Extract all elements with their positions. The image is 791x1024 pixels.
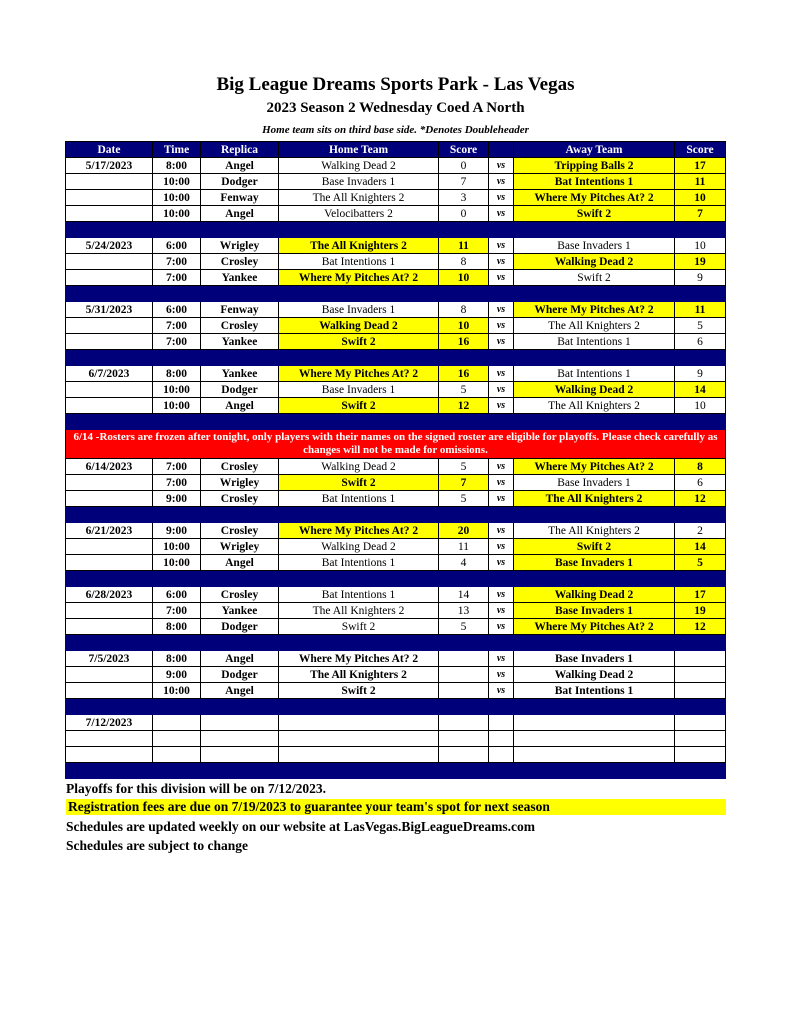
vs-label: vs <box>489 382 514 398</box>
game-date <box>66 731 153 747</box>
schedule-body <box>66 158 726 779</box>
week-separator <box>66 507 726 523</box>
game-row <box>66 555 726 571</box>
empty-cell <box>153 715 201 731</box>
game-field: Angel <box>201 206 279 222</box>
home-team: Walking Dead 2 <box>279 158 439 174</box>
game-date: 7/5/2023 <box>66 651 153 667</box>
empty-cell <box>201 747 279 763</box>
col-header-home-team: Home Team <box>279 142 439 158</box>
home-score: 5 <box>439 619 489 635</box>
game-date <box>66 206 153 222</box>
week-separator <box>66 763 726 779</box>
game-time: 7:00 <box>153 334 201 350</box>
separator-bar <box>66 222 726 238</box>
game-date: 7/12/2023 <box>66 715 153 731</box>
away-team: Walking Dead 2 <box>514 667 675 683</box>
vs-label: vs <box>489 302 514 318</box>
week-separator <box>66 286 726 302</box>
vs-label: vs <box>489 539 514 555</box>
away-score: 11 <box>675 302 726 318</box>
game-row <box>66 619 726 635</box>
away-team: The All Knighters 2 <box>514 523 675 539</box>
page-title: Big League Dreams Sports Park - Las Vegas <box>216 74 575 95</box>
away-score: 10 <box>675 238 726 254</box>
game-time: 10:00 <box>153 174 201 190</box>
away-score: 19 <box>675 254 726 270</box>
away-team: Base Invaders 1 <box>514 238 675 254</box>
game-row <box>66 318 726 334</box>
away-score: 10 <box>675 190 726 206</box>
away-team: Swift 2 <box>514 539 675 555</box>
away-team: Where My Pitches At? 2 <box>514 619 675 635</box>
home-team: Swift 2 <box>279 475 439 491</box>
away-team: Where My Pitches At? 2 <box>514 190 675 206</box>
game-date <box>66 382 153 398</box>
roster-alert: 6/14 -Rosters are frozen after tonight, only players with their names on the signed roster are eligible for playoffs. Please check carefully as changes will not be made for omissions. <box>66 430 726 459</box>
separator-bar <box>66 571 726 587</box>
home-team: The All Knighters 2 <box>279 238 439 254</box>
home-score: 16 <box>439 334 489 350</box>
empty-cell <box>439 731 489 747</box>
game-row <box>66 398 726 414</box>
game-date <box>66 190 153 206</box>
home-team: Walking Dead 2 <box>279 459 439 475</box>
game-date <box>66 683 153 699</box>
separator-bar <box>66 414 726 430</box>
game-row <box>66 459 726 475</box>
empty-cell <box>279 747 439 763</box>
vs-label: vs <box>489 254 514 270</box>
home-team: Bat Intentions 1 <box>279 587 439 603</box>
game-field: Dodger <box>201 382 279 398</box>
col-header-vs <box>489 142 514 158</box>
away-score: 7 <box>675 206 726 222</box>
schedule-table <box>65 141 726 779</box>
home-score: 5 <box>439 459 489 475</box>
home-team: Swift 2 <box>279 683 439 699</box>
game-field: Fenway <box>201 190 279 206</box>
game-field: Crosley <box>201 459 279 475</box>
game-time: 8:00 <box>153 619 201 635</box>
away-team: Where My Pitches At? 2 <box>514 302 675 318</box>
away-team: Base Invaders 1 <box>514 555 675 571</box>
separator-bar <box>66 507 726 523</box>
vs-label: vs <box>489 206 514 222</box>
away-team: The All Knighters 2 <box>514 491 675 507</box>
game-time: 8:00 <box>153 651 201 667</box>
separator-bar <box>66 763 726 779</box>
game-date <box>66 475 153 491</box>
game-row <box>66 238 726 254</box>
roster-alert-row <box>66 430 726 459</box>
away-team: Bat Intentions 1 <box>514 683 675 699</box>
game-time: 7:00 <box>153 603 201 619</box>
game-time: 7:00 <box>153 475 201 491</box>
game-row <box>66 334 726 350</box>
empty-cell <box>279 731 439 747</box>
home-score: 13 <box>439 603 489 619</box>
game-row <box>66 158 726 174</box>
game-date <box>66 334 153 350</box>
col-header-home-score: Score <box>439 142 489 158</box>
vs-label: vs <box>489 238 514 254</box>
away-team: The All Knighters 2 <box>514 318 675 334</box>
game-date <box>66 603 153 619</box>
change-note: Schedules are subject to change <box>66 838 248 853</box>
away-team: Base Invaders 1 <box>514 603 675 619</box>
away-score <box>675 651 726 667</box>
game-field: Dodger <box>201 619 279 635</box>
game-time: 9:00 <box>153 491 201 507</box>
home-score: 11 <box>439 238 489 254</box>
game-field: Crosley <box>201 318 279 334</box>
away-score: 12 <box>675 491 726 507</box>
empty-cell <box>514 731 675 747</box>
away-score: 10 <box>675 398 726 414</box>
game-field: Yankee <box>201 334 279 350</box>
game-date: 6/14/2023 <box>66 459 153 475</box>
away-team: Swift 2 <box>514 270 675 286</box>
week-separator <box>66 571 726 587</box>
away-score: 14 <box>675 382 726 398</box>
game-time: 6:00 <box>153 587 201 603</box>
vs-label: vs <box>489 366 514 382</box>
game-date <box>66 491 153 507</box>
game-date: 6/7/2023 <box>66 366 153 382</box>
game-field: Wrigley <box>201 475 279 491</box>
game-time: 6:00 <box>153 238 201 254</box>
home-team: Base Invaders 1 <box>279 174 439 190</box>
game-row <box>66 254 726 270</box>
empty-row <box>66 747 726 763</box>
empty-cell <box>153 747 201 763</box>
game-time: 9:00 <box>153 667 201 683</box>
game-date <box>66 747 153 763</box>
empty-cell <box>489 731 514 747</box>
home-team: The All Knighters 2 <box>279 190 439 206</box>
home-team: Base Invaders 1 <box>279 302 439 318</box>
game-row <box>66 683 726 699</box>
home-team: Where My Pitches At? 2 <box>279 651 439 667</box>
week-separator <box>66 414 726 430</box>
home-team: Walking Dead 2 <box>279 318 439 334</box>
game-date <box>66 318 153 334</box>
game-row <box>66 587 726 603</box>
empty-cell <box>439 715 489 731</box>
away-team: Walking Dead 2 <box>514 254 675 270</box>
game-field: Wrigley <box>201 238 279 254</box>
home-score <box>439 667 489 683</box>
game-row <box>66 651 726 667</box>
home-team: Base Invaders 1 <box>279 382 439 398</box>
col-header-away-score: Score <box>675 142 726 158</box>
home-score: 3 <box>439 190 489 206</box>
game-field: Crosley <box>201 587 279 603</box>
empty-cell <box>675 715 726 731</box>
game-row <box>66 539 726 555</box>
away-team: Walking Dead 2 <box>514 382 675 398</box>
game-row <box>66 382 726 398</box>
empty-cell <box>489 747 514 763</box>
home-score: 8 <box>439 302 489 318</box>
home-score <box>439 683 489 699</box>
home-score: 7 <box>439 174 489 190</box>
game-field: Angel <box>201 555 279 571</box>
vs-label: vs <box>489 603 514 619</box>
game-date: 6/21/2023 <box>66 523 153 539</box>
home-score: 4 <box>439 555 489 571</box>
away-team: Base Invaders 1 <box>514 651 675 667</box>
away-team: Bat Intentions 1 <box>514 174 675 190</box>
home-team: Swift 2 <box>279 334 439 350</box>
empty-row <box>66 731 726 747</box>
away-team: Base Invaders 1 <box>514 475 675 491</box>
game-date <box>66 667 153 683</box>
away-score: 9 <box>675 270 726 286</box>
game-field: Dodger <box>201 174 279 190</box>
game-row <box>66 475 726 491</box>
game-field: Yankee <box>201 603 279 619</box>
vs-label: vs <box>489 174 514 190</box>
home-team: Where My Pitches At? 2 <box>279 270 439 286</box>
game-time: 10:00 <box>153 539 201 555</box>
game-field: Yankee <box>201 270 279 286</box>
game-date <box>66 254 153 270</box>
home-score: 0 <box>439 206 489 222</box>
game-row <box>66 667 726 683</box>
away-team: Swift 2 <box>514 206 675 222</box>
col-header-date: Date <box>66 142 153 158</box>
separator-bar <box>66 286 726 302</box>
game-field: Crosley <box>201 254 279 270</box>
playoffs-note: Playoffs for this division will be on 7/12/2023. <box>66 781 327 796</box>
game-time: 7:00 <box>153 270 201 286</box>
away-score: 5 <box>675 555 726 571</box>
home-score: 10 <box>439 270 489 286</box>
game-date <box>66 174 153 190</box>
home-team: Swift 2 <box>279 619 439 635</box>
vs-label: vs <box>489 475 514 491</box>
vs-label: vs <box>489 158 514 174</box>
away-score: 2 <box>675 523 726 539</box>
website-note: Schedules are updated weekly on our website at LasVegas.BigLeagueDreams.com <box>66 819 536 834</box>
away-score <box>675 667 726 683</box>
game-field: Angel <box>201 398 279 414</box>
home-team: Bat Intentions 1 <box>279 555 439 571</box>
vs-label: vs <box>489 555 514 571</box>
game-row <box>66 190 726 206</box>
week-separator <box>66 635 726 651</box>
vs-label: vs <box>489 523 514 539</box>
game-time: 9:00 <box>153 523 201 539</box>
away-score: 19 <box>675 603 726 619</box>
away-team: Walking Dead 2 <box>514 587 675 603</box>
away-score: 12 <box>675 619 726 635</box>
home-score: 14 <box>439 587 489 603</box>
game-field: Crosley <box>201 523 279 539</box>
home-score: 7 <box>439 475 489 491</box>
home-score: 20 <box>439 523 489 539</box>
game-date <box>66 539 153 555</box>
vs-label: vs <box>489 334 514 350</box>
game-time: 10:00 <box>153 555 201 571</box>
home-team: Where My Pitches At? 2 <box>279 366 439 382</box>
home-team: Velocibatters 2 <box>279 206 439 222</box>
game-field: Yankee <box>201 366 279 382</box>
empty-cell <box>439 747 489 763</box>
game-time: 10:00 <box>153 398 201 414</box>
game-row <box>66 366 726 382</box>
game-row <box>66 491 726 507</box>
game-field: Crosley <box>201 491 279 507</box>
separator-bar <box>66 635 726 651</box>
home-team: The All Knighters 2 <box>279 603 439 619</box>
col-header-time: Time <box>153 142 201 158</box>
game-time: 7:00 <box>153 318 201 334</box>
home-score: 12 <box>439 398 489 414</box>
vs-label: vs <box>489 619 514 635</box>
home-score: 0 <box>439 158 489 174</box>
week-separator <box>66 222 726 238</box>
away-team: Tripping Balls 2 <box>514 158 675 174</box>
game-time: 10:00 <box>153 190 201 206</box>
vs-label: vs <box>489 270 514 286</box>
registration-note: Registration fees are due on 7/19/2023 to guarantee your team's spot for next season <box>66 799 726 815</box>
game-date: 6/28/2023 <box>66 587 153 603</box>
home-team: Bat Intentions 1 <box>279 491 439 507</box>
game-date: 5/24/2023 <box>66 238 153 254</box>
game-row <box>66 270 726 286</box>
away-score: 17 <box>675 587 726 603</box>
empty-cell <box>489 715 514 731</box>
away-score: 5 <box>675 318 726 334</box>
game-row <box>66 603 726 619</box>
vs-label: vs <box>489 318 514 334</box>
game-time: 7:00 <box>153 254 201 270</box>
empty-cell <box>153 731 201 747</box>
page-subtitle: 2023 Season 2 Wednesday Coed A North <box>266 100 525 116</box>
vs-label: vs <box>489 398 514 414</box>
game-time: 7:00 <box>153 459 201 475</box>
col-header-replica: Replica <box>201 142 279 158</box>
separator-bar <box>66 699 726 715</box>
game-row <box>66 523 726 539</box>
empty-cell <box>201 715 279 731</box>
home-score: 10 <box>439 318 489 334</box>
vs-label: vs <box>489 459 514 475</box>
game-time: 8:00 <box>153 158 201 174</box>
game-time: 10:00 <box>153 206 201 222</box>
away-team: Where My Pitches At? 2 <box>514 459 675 475</box>
vs-label: vs <box>489 587 514 603</box>
game-time: 8:00 <box>153 366 201 382</box>
home-score: 5 <box>439 491 489 507</box>
game-time: 10:00 <box>153 683 201 699</box>
away-score: 14 <box>675 539 726 555</box>
empty-cell <box>514 715 675 731</box>
game-date <box>66 555 153 571</box>
away-score: 17 <box>675 158 726 174</box>
vs-label: vs <box>489 683 514 699</box>
empty-cell <box>514 747 675 763</box>
away-score: 6 <box>675 475 726 491</box>
away-score: 6 <box>675 334 726 350</box>
game-row <box>66 302 726 318</box>
separator-bar <box>66 350 726 366</box>
table-header-row <box>66 142 726 158</box>
vs-label: vs <box>489 651 514 667</box>
empty-cell <box>675 747 726 763</box>
game-time: 6:00 <box>153 302 201 318</box>
game-date: 5/31/2023 <box>66 302 153 318</box>
away-score: 11 <box>675 174 726 190</box>
game-date: 5/17/2023 <box>66 158 153 174</box>
game-time: 10:00 <box>153 382 201 398</box>
game-row <box>66 174 726 190</box>
game-field: Fenway <box>201 302 279 318</box>
home-team: Where My Pitches At? 2 <box>279 523 439 539</box>
game-field: Dodger <box>201 667 279 683</box>
empty-row <box>66 715 726 731</box>
home-score: 8 <box>439 254 489 270</box>
empty-cell <box>675 731 726 747</box>
game-date <box>66 619 153 635</box>
week-separator <box>66 699 726 715</box>
away-score: 9 <box>675 366 726 382</box>
home-score: 5 <box>439 382 489 398</box>
schedule-note: Home team sits on third base side. *Denotes Doubleheader <box>262 124 529 136</box>
game-row <box>66 206 726 222</box>
vs-label: vs <box>489 491 514 507</box>
home-team: Walking Dead 2 <box>279 539 439 555</box>
week-separator <box>66 350 726 366</box>
vs-label: vs <box>489 190 514 206</box>
home-team: Bat Intentions 1 <box>279 254 439 270</box>
home-team: The All Knighters 2 <box>279 667 439 683</box>
game-date <box>66 398 153 414</box>
home-score: 16 <box>439 366 489 382</box>
home-team: Swift 2 <box>279 398 439 414</box>
away-team: Bat Intentions 1 <box>514 334 675 350</box>
game-field: Angel <box>201 158 279 174</box>
away-team: Bat Intentions 1 <box>514 366 675 382</box>
game-field: Angel <box>201 651 279 667</box>
game-field: Angel <box>201 683 279 699</box>
away-score <box>675 683 726 699</box>
col-header-away-team: Away Team <box>514 142 675 158</box>
away-team: The All Knighters 2 <box>514 398 675 414</box>
vs-label: vs <box>489 667 514 683</box>
empty-cell <box>279 715 439 731</box>
game-date <box>66 270 153 286</box>
home-score: 11 <box>439 539 489 555</box>
home-score <box>439 651 489 667</box>
game-field: Wrigley <box>201 539 279 555</box>
empty-cell <box>201 731 279 747</box>
away-score: 8 <box>675 459 726 475</box>
